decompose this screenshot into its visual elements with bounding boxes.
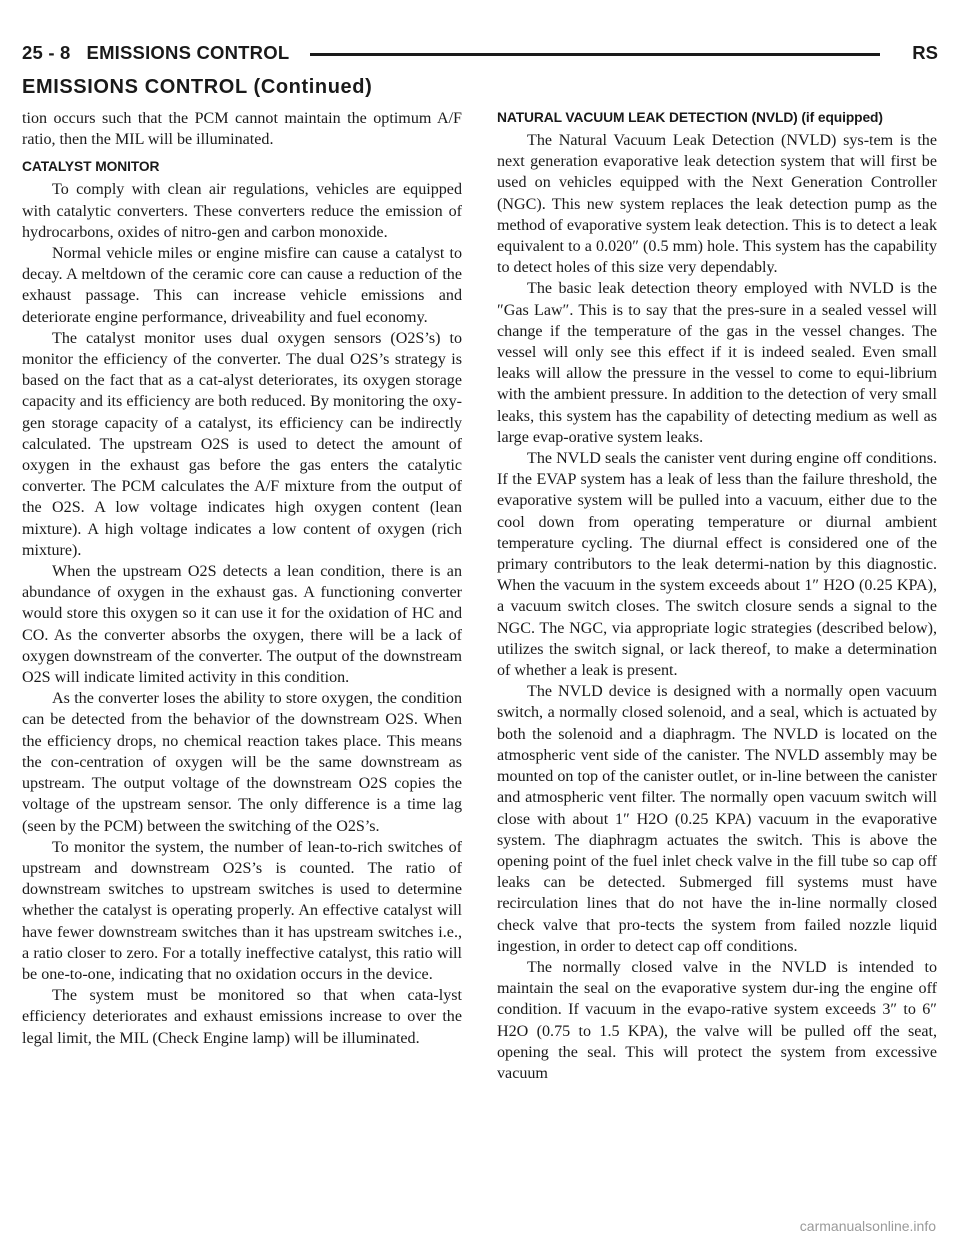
paragraph: The basic leak detection theory employed with NVLD is the ″Gas Law″. This is to say that the pres-sure in a sealed vessel will change if the temperature of the gas in the vessel changes. The vessel will only see this effect if it is indeed sealed. Even small leaks will allow the pressure in the vessel to come to equi-librium with the ambient pressure. In addition to the detection of very small leaks, this system has the capability of detecting medium as well as large evap-orative system leaks. (497, 280, 937, 446)
paragraph: As the converter loses the ability to store oxygen, the condition can be detected from the behavior of the downstream O2S. When the efficiency drops, no chemical reaction takes place. This means the con-centration of oxygen will be the same downstream as upstream. The output voltage of the downstream O2S copies the voltage of the upstream sensor. The only difference is a time lag (seen by the PCM) between the switching of the O2S’s. (22, 690, 462, 835)
right-column (497, 108, 937, 1084)
catalyst-monitor-heading: CATALYST MONITOR (22, 159, 160, 175)
header-rule (310, 53, 880, 56)
paragraph: The Natural Vacuum Leak Detection (NVLD) sys-tem is the next generation evaporative leak detection system that will first be used on vehicles equipped with the Next Generation Controller (NGC). This new system replaces the leak detection pump as the method of evaporative system leak detection. This is to detect a leak equivalent to a 0.020″ (0.5 mm) hole. This system has the capability to detect holes of this size very dependably. (497, 132, 937, 277)
page-reference: 25 - 8 EMISSIONS CONTROL (22, 42, 290, 63)
spacer (22, 150, 462, 157)
nvld-heading: NATURAL VACUUM LEAK DETECTION (NVLD) (if equipped) (497, 110, 883, 125)
paragraph: The NVLD device is designed with a normally open vacuum switch, a normally closed solenoid, and a seal, which is actuated by both the solenoid and a diaphragm. The NVLD is located on the atmospheric vent side of the canister. The NVLD assembly may be mounted on top of the canister outlet, or in-line between the canister and atmospheric vent filter. The normally open vacuum switch will close with about 1″ H2O (0.25 KPA) vacuum in the evaporative system. The diaphragm actuates the switch. This is above the opening point of the fuel inlet check valve in the fill tube so cap off leaks can be detected. Submerged fill systems must have recirculation lines that do not have the in-line normally closed check valve that pro-tects the system from failed nozzle liquid ingestion, in order to detect cap off conditions. (497, 683, 937, 955)
paragraph: The system must be monitored so that when cata-lyst efficiency deteriorates and exhaust emissions increase to over the legal limit, the MIL (Check Engine lamp) will be illuminated. (22, 987, 462, 1047)
paragraph: The catalyst monitor uses dual oxygen sensors (O2S’s) to monitor the efficiency of the converter. The dual O2S’s strategy is based on the fact that as a cat-alyst deteriorates, its oxygen storage capacity and its efficiency are both reduced. By monitoring the oxy-gen storage capacity of a catalyst, its efficiency can be indirectly calculated. The upstream O2S is used to detect the amount of oxygen in the exhaust gas before the gas enters the catalytic converter. The PCM calculates the A/F mixture from the output of the O2S. A low voltage indicates high oxygen content (lean mixture). A high voltage indicates a low content of oxygen (rich mixture). (22, 329, 462, 559)
page-header (22, 42, 938, 78)
paragraph: To comply with clean air regulations, vehicles are equipped with catalytic converters. These converters reduce the emission of hydrocarbons, oxides of nitro-gen and carbon monoxide. (22, 181, 462, 241)
section-title: EMISSIONS CONTROL (Continued) (22, 76, 373, 98)
section-code: RS (912, 42, 938, 63)
paragraph: Normal vehicle miles or engine misfire can cause a catalyst to decay. A meltdown of the ceramic core can cause a reduction of the exhaust passage. This can increase vehicle emissions and deteriorate engine performance, driveability and fuel economy. (22, 245, 462, 326)
intro-paragraph: tion occurs such that the PCM cannot maintain the optimum A/F ratio, then the MIL will be illuminated. (22, 110, 462, 149)
left-column (22, 108, 462, 1049)
paragraph: When the upstream O2S detects a lean condition, there is an abundance of oxygen in the exhaust gas. A functioning converter would store this oxygen so it can use it for the oxidation of HC and CO. As the converter absorbs the oxygen, there will be a lack of oxygen downstream of the converter. The output of the downstream O2S will indicate limited activity in this condition. (22, 563, 462, 687)
paragraph: To monitor the system, the number of lean-to-rich switches of upstream and downstream O2S’s is counted. The ratio of downstream switches to upstream switches is used to determine whether the catalyst is operating properly. An effective catalyst will have fewer downstream switches than it has upstream switches i.e., a ratio closer to zero. For a totally ineffective catalyst, this ratio will be one-to-one, indicating that no oxidation occurs in the device. (22, 838, 462, 983)
watermark: carmanualsonline.info (799, 1218, 936, 1234)
paragraph: The normally closed valve in the NVLD is intended to maintain the seal on the evaporative system dur-ing the engine off condition. If vacuum in the evapo-rative system exceeds 3″ to 6″ H2O (0.75 to 1.5 KPA), the valve will be pulled off the seat, opening the seal. This will protect the system from excessive vacuum (497, 958, 937, 1082)
paragraph: The NVLD seals the canister vent during engine off conditions. If the EVAP system has a leak of less than the failure threshold, the evaporative system will be pulled into a vacuum, either due to the cool down from operating temperature or diurnal ambient temperature cycling. The diurnal effect is considered one of the primary contributors to the leak determi-nation by this diagnostic. When the vacuum in the system exceeds about 1″ H2O (0.25 KPA), a vacuum switch closes. The switch closure sends a signal to the NGC. The NGC, via appropriate logic strategies (described below), utilizes the switch signal, or lack thereof, to make a determination of whether a leak is present. (497, 450, 937, 680)
